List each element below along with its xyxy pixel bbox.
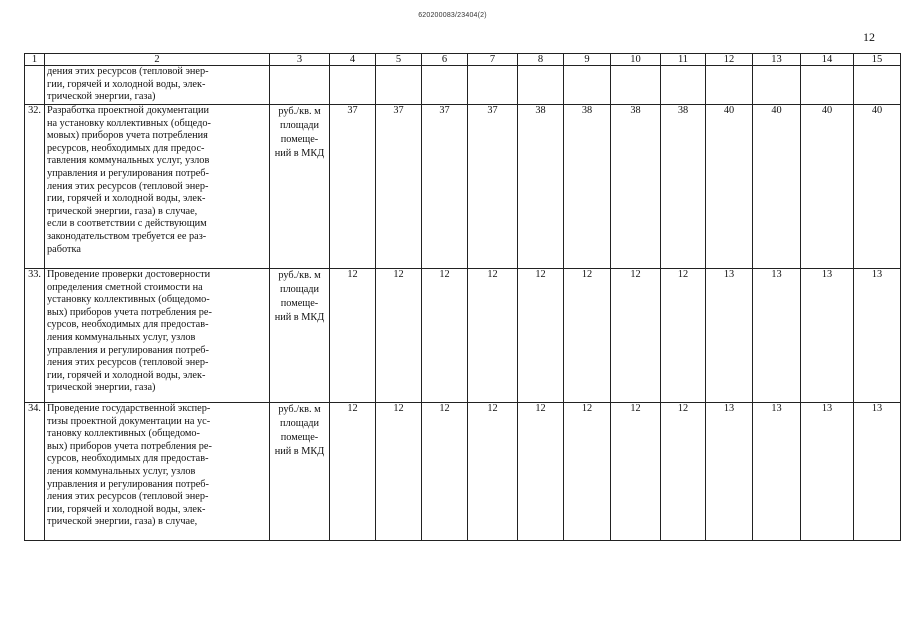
- row-unit: [270, 403, 330, 541]
- row-description: [45, 403, 270, 541]
- column-header: 2: [45, 54, 270, 66]
- cell-value: 13: [706, 269, 753, 403]
- row-unit: [270, 105, 330, 269]
- row-unit-text: руб./кв. м площади помеще- ний в МКД: [274, 106, 325, 159]
- cell-value: 12: [518, 403, 564, 541]
- cell-value: [564, 66, 611, 105]
- column-header: 11: [661, 54, 706, 66]
- column-header: 14: [801, 54, 854, 66]
- cell-value: 12: [518, 269, 564, 403]
- cell-value: 12: [611, 403, 661, 541]
- column-header: 9: [564, 54, 611, 66]
- cell-value: 40: [801, 105, 854, 269]
- row-unit-text: руб./кв. м площади помеще- ний в МКД: [274, 404, 325, 457]
- cell-value: [330, 66, 376, 105]
- column-header: 5: [376, 54, 422, 66]
- cell-value: [661, 66, 706, 105]
- cell-value: 38: [661, 105, 706, 269]
- cell-value: [753, 66, 801, 105]
- cell-value: 13: [706, 403, 753, 541]
- cell-value: 37: [422, 105, 468, 269]
- column-header: 6: [422, 54, 468, 66]
- cell-value: 13: [801, 269, 854, 403]
- cell-value: 12: [661, 269, 706, 403]
- column-header: 10: [611, 54, 661, 66]
- cell-value: 12: [468, 269, 518, 403]
- column-header: 8: [518, 54, 564, 66]
- row-unit-text: руб./кв. м площади помеще- ний в МКД: [274, 270, 325, 323]
- column-header: 12: [706, 54, 753, 66]
- cell-value: 12: [422, 403, 468, 541]
- row-number: 34.: [25, 403, 45, 541]
- cell-value: [611, 66, 661, 105]
- cell-value: 38: [518, 105, 564, 269]
- cell-value: 40: [706, 105, 753, 269]
- cell-value: 12: [376, 403, 422, 541]
- cell-value: 12: [422, 269, 468, 403]
- cell-value: 38: [564, 105, 611, 269]
- cell-value: [376, 66, 422, 105]
- column-header: 1: [25, 54, 45, 66]
- row-description: [45, 269, 270, 403]
- cell-value: [468, 66, 518, 105]
- column-header: 7: [468, 54, 518, 66]
- column-header: 3: [270, 54, 330, 66]
- cell-value: 13: [753, 403, 801, 541]
- table-row: [25, 105, 901, 269]
- cell-value: 13: [801, 403, 854, 541]
- row-unit: [270, 66, 330, 105]
- column-header: 15: [854, 54, 901, 66]
- page-number: 12: [863, 30, 875, 44]
- cell-value: 12: [468, 403, 518, 541]
- cell-value: 12: [376, 269, 422, 403]
- cell-value: 37: [468, 105, 518, 269]
- row-description: [45, 66, 270, 105]
- row-description-text: Проведение проверки достоверности определения сметной стоимости на установку коллективных (общедомо- вых) приборов учета потребления ре- сурсов, необходимых для предостав- ления коммунальных услуг, узлов управления и регулирования потреб- ления этих ресурсов (тепловой энер- гии, горячей и холодной воды, элек- трической энергии, газа): [47, 269, 212, 394]
- table-row: [25, 403, 901, 541]
- document-code: 620200083/23404(2): [418, 12, 487, 19]
- cell-value: 12: [564, 403, 611, 541]
- row-description: [45, 105, 270, 269]
- row-number: 32.: [25, 105, 45, 269]
- cell-value: 13: [753, 269, 801, 403]
- cell-value: 13: [854, 269, 901, 403]
- row-number: 33.: [25, 269, 45, 403]
- table-header-row: [25, 54, 901, 66]
- cell-value: 37: [330, 105, 376, 269]
- row-number: [25, 66, 45, 105]
- column-header: 4: [330, 54, 376, 66]
- row-unit: [270, 269, 330, 403]
- cell-value: 12: [611, 269, 661, 403]
- cell-value: 12: [330, 269, 376, 403]
- row-description-text: дения этих ресурсов (тепловой энер- гии, горячей и холодной воды, элек- трической энергии, газа): [47, 66, 209, 103]
- row-description-text: Разработка проектной документации на установку коллективных (общедо- мовых) приборов учета потребления ресурсов, необходимых для предос- тавления коммунальных услуг, узлов управления и регулирования потреб- ления этих ресурсов (тепловой энер- гии, горячей и холодной воды, элек- трической энергии, газа) в случае, если в соответствии с действующим законодательством требуется ее раз- работка: [47, 105, 211, 255]
- cell-value: 40: [854, 105, 901, 269]
- column-header: 13: [753, 54, 801, 66]
- row-description-text: Проведение государственной экспер- тизы проектной документации на ус- тановку коллективных (общедомо- вых) приборов учета потребления ре- сурсов, необходимых для предостав- ления коммунальных услуг, узлов управления и регулирования потреб- ления этих ресурсов (тепловой энер- гии, горячей и холодной воды, элек- трической энергии, газа) в случае,: [47, 403, 212, 528]
- cell-value: 38: [611, 105, 661, 269]
- table-row: [25, 66, 901, 105]
- cell-value: 37: [376, 105, 422, 269]
- table-row: [25, 269, 901, 403]
- cell-value: 13: [854, 403, 901, 541]
- tariff-table: [24, 53, 901, 541]
- cell-value: 12: [564, 269, 611, 403]
- cell-value: 40: [753, 105, 801, 269]
- cell-value: [706, 66, 753, 105]
- cell-value: 12: [661, 403, 706, 541]
- cell-value: [422, 66, 468, 105]
- cell-value: [801, 66, 854, 105]
- cell-value: 12: [330, 403, 376, 541]
- cell-value: [854, 66, 901, 105]
- cell-value: [518, 66, 564, 105]
